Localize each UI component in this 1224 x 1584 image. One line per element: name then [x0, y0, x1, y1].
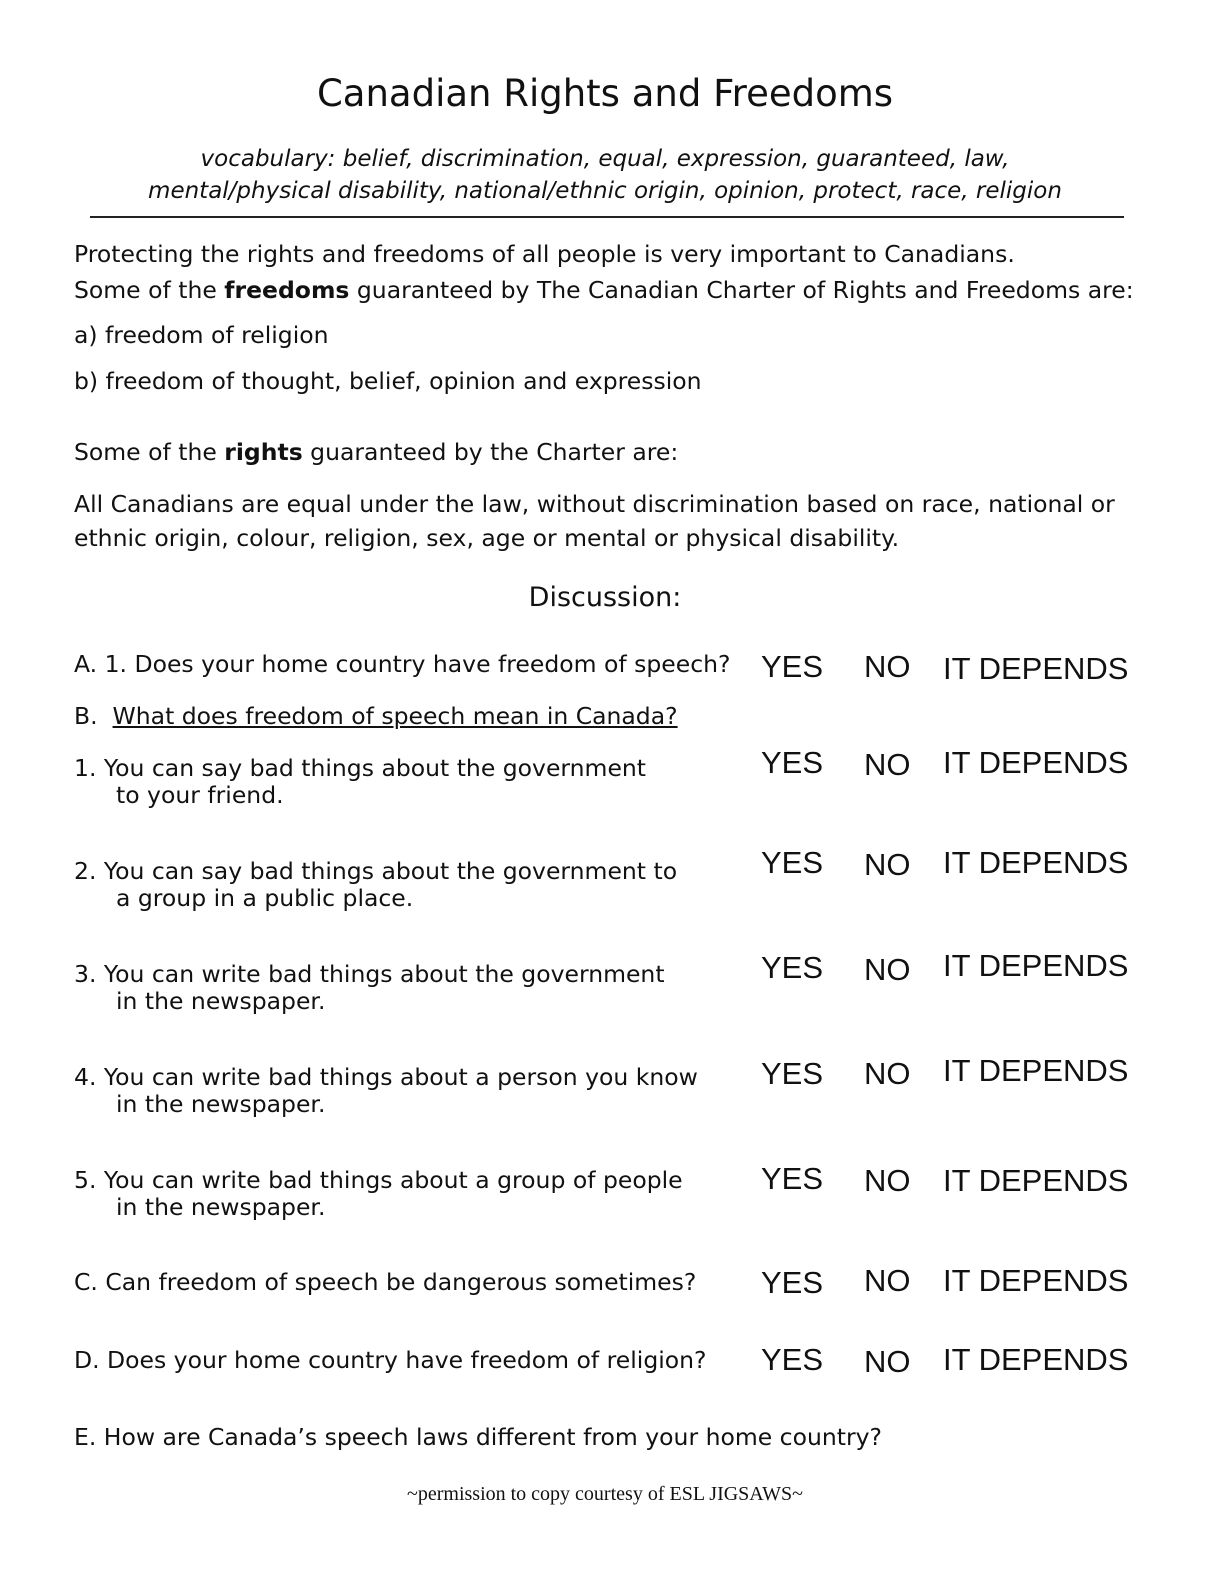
- vocabulary-line-1: vocabulary: belief, discrimination, equal, expression, guaranteed, law,: [200, 146, 1010, 172]
- answer-it-depends[interactable]: IT DEPENDS: [943, 948, 1129, 983]
- question-b-label: B.: [74, 702, 98, 730]
- intro-line-1: Protecting the rights and freedoms of all people is very important to Canadians.: [74, 240, 1015, 268]
- question-1-line-1: 1. You can say bad things about the government: [74, 754, 647, 782]
- answer-yes[interactable]: YES: [761, 745, 824, 780]
- freedoms-bold: freedoms: [224, 276, 350, 304]
- question-4: [74, 1064, 698, 1118]
- answer-it-depends[interactable]: IT DEPENDS: [943, 845, 1129, 880]
- answer-no[interactable]: NO: [864, 952, 911, 987]
- footer-credit: ~permission to copy courtesy of ESL JIGSAWS~: [407, 1483, 803, 1505]
- question-3: [74, 961, 665, 1015]
- answer-yes[interactable]: YES: [761, 1056, 824, 1091]
- answer-yes[interactable]: YES: [761, 845, 824, 880]
- answer-yes[interactable]: YES: [761, 649, 824, 684]
- question-5: [74, 1167, 683, 1221]
- rights-text: guaranteed by the Charter are:: [302, 438, 679, 466]
- vocabulary-line-2: mental/physical disability, national/ethnic origin, opinion, protect, race, religion: [148, 178, 1062, 204]
- question-c: C. Can freedom of speech be dangerous sometimes?: [74, 1268, 697, 1296]
- rights-bold: rights: [224, 438, 303, 466]
- question-5-line-2: in the newspaper.: [116, 1193, 326, 1221]
- answer-it-depends[interactable]: IT DEPENDS: [943, 1163, 1129, 1198]
- question-d: D. Does your home country have freedom of religion?: [74, 1346, 707, 1374]
- question-a1: A. 1. Does your home country have freedom of speech?: [74, 650, 731, 678]
- question-2-line-1: 2. You can say bad things about the government to: [74, 857, 678, 885]
- question-3-line-1: 3. You can write bad things about the government: [74, 960, 665, 988]
- question-1-line-2: to your friend.: [116, 781, 284, 809]
- divider: [90, 216, 1124, 218]
- answer-no[interactable]: NO: [864, 1163, 911, 1198]
- question-b-text: What does freedom of speech mean in Canada?: [112, 702, 678, 730]
- answer-no[interactable]: NO: [864, 649, 911, 684]
- question-5-line-1: 5. You can write bad things about a group of people: [74, 1166, 683, 1194]
- page-title: Canadian Rights and Freedoms: [316, 72, 894, 115]
- answer-no[interactable]: NO: [864, 1056, 911, 1091]
- answer-it-depends[interactable]: IT DEPENDS: [943, 1053, 1129, 1088]
- question-1: [74, 755, 646, 809]
- question-4-line-2: in the newspaper.: [116, 1090, 326, 1118]
- discussion-heading: Discussion:: [528, 582, 682, 613]
- question-2: [74, 858, 677, 912]
- answer-no[interactable]: NO: [864, 747, 911, 782]
- answer-no[interactable]: NO: [864, 1263, 911, 1298]
- answer-no[interactable]: NO: [864, 1344, 911, 1379]
- rights-text: Some of the: [74, 438, 225, 466]
- answer-it-depends[interactable]: IT DEPENDS: [943, 745, 1129, 780]
- answer-yes[interactable]: YES: [761, 1161, 824, 1196]
- question-2-line-2: a group in a public place.: [116, 884, 414, 912]
- answer-yes[interactable]: YES: [761, 1342, 824, 1377]
- freedom-item-a: a) freedom of religion: [74, 321, 329, 349]
- question-e: E. How are Canada’s speech laws different from your home country?: [74, 1423, 883, 1451]
- question-3-line-2: in the newspaper.: [116, 987, 326, 1015]
- rights-text-line-1: All Canadians are equal under the law, without discrimination based on race, national or: [74, 490, 1115, 518]
- intro-text: Some of the: [74, 276, 225, 304]
- question-4-line-1: 4. You can write bad things about a person you know: [74, 1063, 698, 1091]
- intro-text: guaranteed by The Canadian Charter of Rights and Freedoms are:: [349, 276, 1134, 304]
- intro-line-2: [74, 275, 1134, 305]
- rights-text-line-2: ethnic origin, colour, religion, sex, age or mental or physical disability.: [74, 524, 900, 552]
- freedom-item-b: b) freedom of thought, belief, opinion and expression: [74, 367, 702, 395]
- answer-it-depends[interactable]: IT DEPENDS: [943, 651, 1129, 686]
- answer-yes[interactable]: YES: [761, 950, 824, 985]
- answer-no[interactable]: NO: [864, 847, 911, 882]
- answer-yes[interactable]: YES: [761, 1265, 824, 1300]
- question-b: [74, 703, 678, 730]
- answer-it-depends[interactable]: IT DEPENDS: [943, 1263, 1129, 1298]
- rights-intro: [74, 437, 678, 467]
- answer-it-depends[interactable]: IT DEPENDS: [943, 1342, 1129, 1377]
